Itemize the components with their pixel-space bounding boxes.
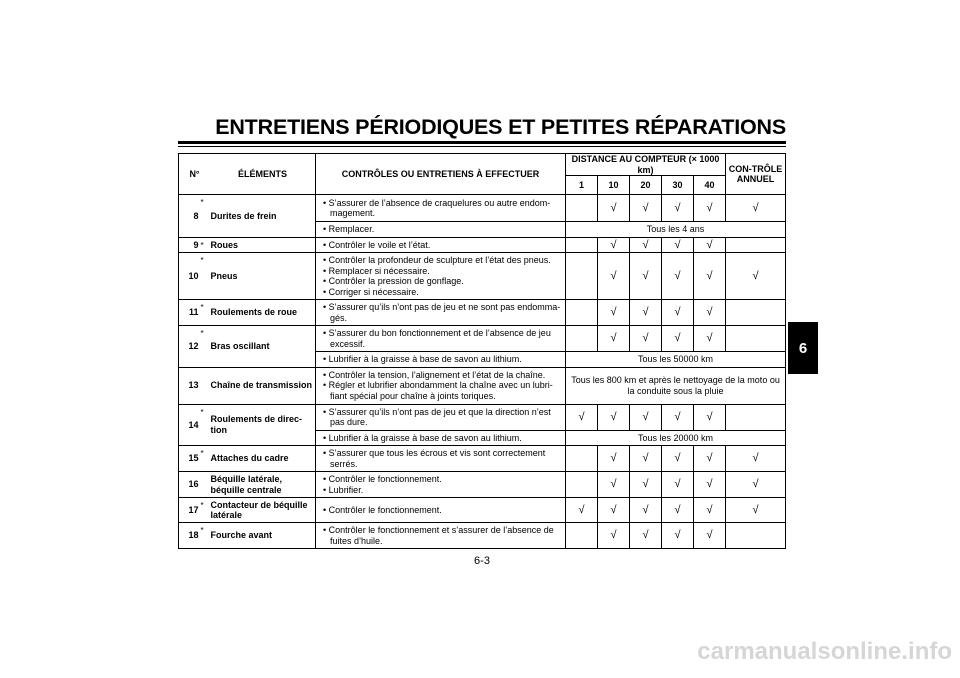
check-bullet: • Contrôler la tension, l’alignement et l’état de la chaîne. xyxy=(322,370,563,381)
item-name: Contacteur de béquille latérale xyxy=(210,498,316,523)
interval-check-mark xyxy=(566,300,598,326)
interval-check-mark: √ xyxy=(630,472,662,498)
interval-check-mark xyxy=(566,195,598,222)
interval-check-mark: √ xyxy=(566,498,598,523)
header-km-1: 1 xyxy=(566,176,598,195)
interval-check-mark: √ xyxy=(662,472,694,498)
interval-check-mark: √ xyxy=(598,404,630,430)
title-rule-thin xyxy=(178,146,786,147)
header-checks: CONTRÔLES OU ENTRETIENS À EFFECTUER xyxy=(316,154,566,195)
row-number: 8 xyxy=(179,195,201,238)
header-annual: CON-TRÔLE ANNUEL xyxy=(726,154,786,195)
row-number: 15 xyxy=(179,446,201,472)
check-description xyxy=(316,446,566,472)
interval-check-mark: √ xyxy=(662,195,694,222)
interval-check-mark: √ xyxy=(598,498,630,523)
annual-check-mark: √ xyxy=(726,472,786,498)
interval-check-mark: √ xyxy=(662,498,694,523)
item-name: Roues xyxy=(210,237,316,253)
interval-check-mark: √ xyxy=(662,326,694,352)
interval-note: Tous les 800 km et après le nettoyage de la moto ou la conduite sous la pluie xyxy=(566,367,786,404)
check-description xyxy=(316,300,566,326)
interval-check-mark: √ xyxy=(598,472,630,498)
interval-note: Tous les 20000 km xyxy=(566,430,786,446)
interval-check-mark xyxy=(566,472,598,498)
check-bullet: • Contrôler le fonctionnement. xyxy=(322,474,563,485)
check-bullet: • S’assurer du bon fonctionnement et de l’absence de jeu excessif. xyxy=(322,328,563,349)
watermark: carmanualsonline.info xyxy=(697,638,952,665)
maintenance-table xyxy=(178,153,786,549)
check-bullet: • Contrôler le voile et l’état. xyxy=(322,240,563,251)
annual-check-mark xyxy=(726,523,786,549)
header-items: ÉLÉMENTS xyxy=(238,168,288,179)
row-number: 13 xyxy=(179,367,201,404)
item-name: Fourche avant xyxy=(210,523,316,549)
item-name: Durites de frein xyxy=(210,195,316,238)
header-num-items xyxy=(179,154,316,195)
interval-check-mark: √ xyxy=(694,523,726,549)
interval-check-mark: √ xyxy=(662,446,694,472)
page-title: ENTRETIENS PÉRIODIQUES ET PETITES RÉPARATIONS xyxy=(215,115,786,139)
header-num: N° xyxy=(189,168,200,179)
interval-check-mark: √ xyxy=(694,404,726,430)
interval-check-mark: √ xyxy=(662,253,694,300)
table-row xyxy=(179,446,786,472)
annual-check-mark: √ xyxy=(726,446,786,472)
header-km-20: 20 xyxy=(630,176,662,195)
dealer-asterisk: * xyxy=(201,237,210,253)
item-name: Chaîne de transmission xyxy=(210,367,316,404)
annual-check-mark xyxy=(726,300,786,326)
item-name: Attaches du cadre xyxy=(210,446,316,472)
item-name: Roulements de direc-tion xyxy=(210,404,316,446)
check-description xyxy=(316,404,566,430)
dealer-asterisk: * xyxy=(201,498,210,523)
check-bullet: • Contrôler le fonctionnement et s’assurer de l’absence de fuites d’huile. xyxy=(322,525,563,546)
annual-check-mark xyxy=(726,404,786,430)
check-description xyxy=(316,253,566,300)
row-number: 17 xyxy=(179,498,201,523)
interval-check-mark: √ xyxy=(630,404,662,430)
interval-check-mark: √ xyxy=(662,404,694,430)
check-bullet: • Remplacer si nécessaire. xyxy=(322,266,563,277)
table-row xyxy=(179,472,786,498)
interval-check-mark: √ xyxy=(630,498,662,523)
check-description xyxy=(316,498,566,523)
check-bullet: • Régler et lubrifier abondamment la chaîne avec un lubri-fiant spécial pour chaîne à joints toriques. xyxy=(322,380,563,401)
interval-check-mark: √ xyxy=(630,326,662,352)
interval-check-mark: √ xyxy=(694,195,726,222)
interval-check-mark: √ xyxy=(566,404,598,430)
interval-check-mark: √ xyxy=(630,300,662,326)
dealer-asterisk: * xyxy=(201,300,210,326)
item-name: Bras oscillant xyxy=(210,326,316,368)
row-number: 9 xyxy=(179,237,201,253)
interval-note: Tous les 4 ans xyxy=(566,222,786,238)
row-number: 14 xyxy=(179,404,201,446)
annual-check-mark: √ xyxy=(726,498,786,523)
interval-check-mark xyxy=(566,523,598,549)
interval-check-mark: √ xyxy=(694,326,726,352)
check-description xyxy=(316,430,566,446)
table-row xyxy=(179,253,786,300)
row-number: 11 xyxy=(179,300,201,326)
check-description xyxy=(316,222,566,238)
annual-check-mark xyxy=(726,326,786,352)
check-description xyxy=(316,523,566,549)
check-description xyxy=(316,472,566,498)
item-name: Pneus xyxy=(210,253,316,300)
interval-check-mark: √ xyxy=(662,300,694,326)
table-row xyxy=(179,326,786,352)
check-bullet: • Contrôler la pression de gonflage. xyxy=(322,276,563,287)
check-bullet: • S’assurer de l’absence de craquelures ou autre endom-magement. xyxy=(322,198,563,219)
interval-check-mark: √ xyxy=(694,472,726,498)
interval-check-mark: √ xyxy=(598,523,630,549)
table-row xyxy=(179,404,786,430)
chapter-tab: 6 xyxy=(788,322,818,374)
interval-check-mark: √ xyxy=(694,253,726,300)
header-km-10: 10 xyxy=(598,176,630,195)
header-km-40: 40 xyxy=(694,176,726,195)
interval-note: Tous les 50000 km xyxy=(566,352,786,368)
table-row xyxy=(179,523,786,549)
dealer-asterisk: * xyxy=(201,253,210,300)
check-description xyxy=(316,352,566,368)
interval-check-mark: √ xyxy=(694,498,726,523)
table-row xyxy=(179,367,786,404)
dealer-asterisk: * xyxy=(201,326,210,368)
interval-check-mark: √ xyxy=(662,523,694,549)
page-number: 6-3 xyxy=(474,555,490,567)
interval-check-mark: √ xyxy=(598,237,630,253)
interval-check-mark: √ xyxy=(694,446,726,472)
check-bullet: • S’assurer qu’ils n’ont pas de jeu et que la direction n’est pas dure. xyxy=(322,407,563,428)
annual-check-mark xyxy=(726,237,786,253)
dealer-asterisk: * xyxy=(201,523,210,549)
table-row xyxy=(179,195,786,222)
interval-check-mark: √ xyxy=(662,237,694,253)
check-bullet: • Lubrifier à la graisse à base de savon au lithium. xyxy=(322,433,563,444)
interval-check-mark: √ xyxy=(694,237,726,253)
row-number: 16 xyxy=(179,472,201,498)
table-row xyxy=(179,237,786,253)
interval-check-mark: √ xyxy=(694,300,726,326)
interval-check-mark: √ xyxy=(598,446,630,472)
dealer-asterisk: * xyxy=(201,404,210,446)
item-name: Roulements de roue xyxy=(210,300,316,326)
check-bullet: • Lubrifier. xyxy=(322,485,563,496)
check-bullet: • Corriger si nécessaire. xyxy=(322,287,563,298)
check-bullet: • Contrôler le fonctionnement. xyxy=(322,505,563,516)
row-number: 10 xyxy=(179,253,201,300)
check-description xyxy=(316,326,566,352)
interval-check-mark xyxy=(566,237,598,253)
header-km-30: 30 xyxy=(662,176,694,195)
interval-check-mark: √ xyxy=(598,253,630,300)
annual-check-mark: √ xyxy=(726,253,786,300)
table-row xyxy=(179,498,786,523)
row-number: 12 xyxy=(179,326,201,368)
interval-check-mark: √ xyxy=(598,195,630,222)
interval-check-mark: √ xyxy=(630,446,662,472)
dealer-asterisk: * xyxy=(201,446,210,472)
check-description xyxy=(316,367,566,404)
interval-check-mark: √ xyxy=(598,300,630,326)
interval-check-mark xyxy=(566,326,598,352)
check-description xyxy=(316,195,566,222)
dealer-asterisk xyxy=(201,367,210,404)
annual-check-mark: √ xyxy=(726,195,786,222)
interval-check-mark: √ xyxy=(630,195,662,222)
interval-check-mark xyxy=(566,253,598,300)
table-row xyxy=(179,300,786,326)
header-distance: DISTANCE AU COMPTEUR (× 1000 km) xyxy=(566,154,726,176)
interval-check-mark: √ xyxy=(598,326,630,352)
interval-check-mark: √ xyxy=(630,253,662,300)
check-bullet: • Contrôler la profondeur de sculpture et l’état des pneus. xyxy=(322,255,563,266)
dealer-asterisk xyxy=(201,472,210,498)
interval-check-mark: √ xyxy=(630,523,662,549)
row-number: 18 xyxy=(179,523,201,549)
check-bullet: • Lubrifier à la graisse à base de savon au lithium. xyxy=(322,354,563,365)
check-bullet: • S’assurer que tous les écrous et vis sont correctement serrés. xyxy=(322,448,563,469)
check-bullet: • S’assurer qu’ils n’ont pas de jeu et ne sont pas endomma-gés. xyxy=(322,302,563,323)
item-name: Béquille latérale, béquille centrale xyxy=(210,472,316,498)
title-rule xyxy=(178,141,786,144)
check-bullet: • Remplacer. xyxy=(322,224,563,235)
interval-check-mark: √ xyxy=(630,237,662,253)
interval-check-mark xyxy=(566,446,598,472)
check-description xyxy=(316,237,566,253)
dealer-asterisk: * xyxy=(201,195,210,238)
